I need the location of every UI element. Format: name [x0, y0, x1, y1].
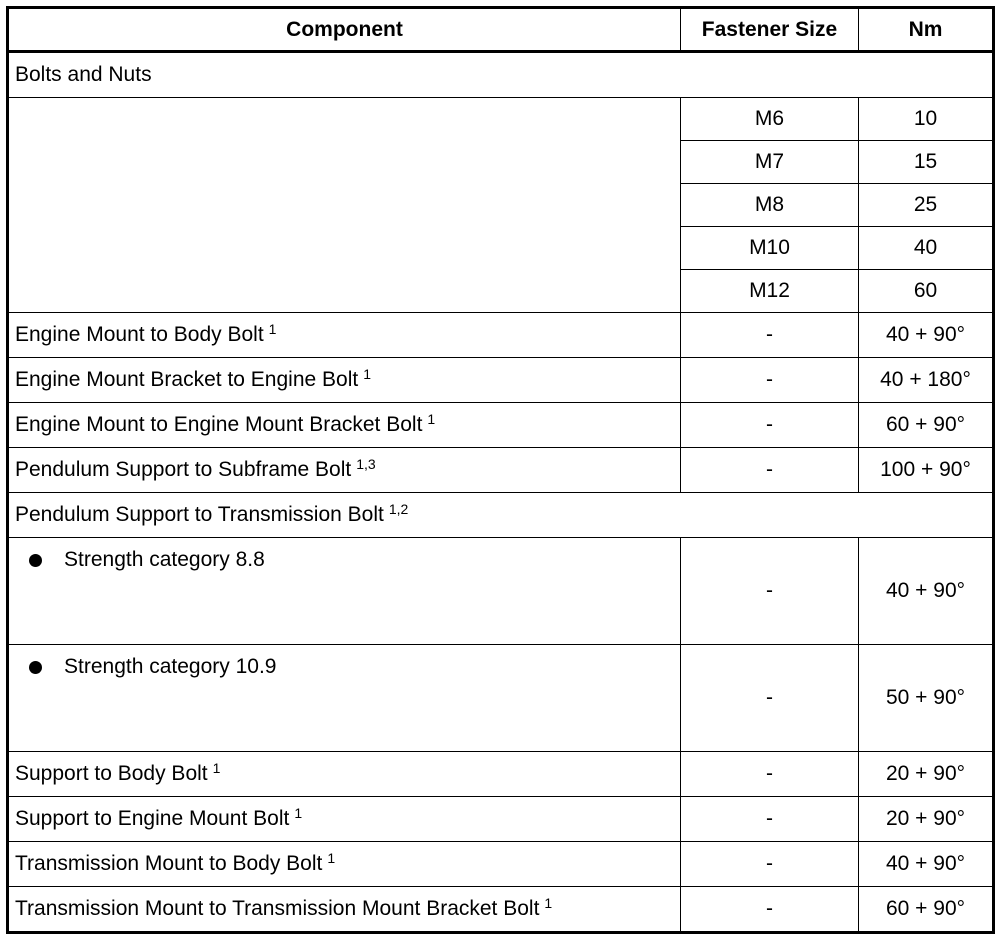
header-fastener-size: Fastener Size: [681, 8, 859, 52]
table-row: [8, 98, 994, 141]
table-row: [8, 842, 994, 887]
component-cell: [8, 645, 681, 752]
component-cell: [8, 313, 681, 358]
component-cell: [8, 752, 681, 797]
torque-value-cell: 50 + 90°: [859, 645, 994, 752]
section-row-bolts-and-nuts: [8, 52, 994, 98]
footnote-ref: 1: [294, 805, 303, 821]
torque-value-cell: 20 + 90°: [859, 752, 994, 797]
footnote-ref: 1,3: [356, 456, 376, 472]
fastener-size-cell: -: [681, 403, 859, 448]
torque-value-cell: 20 + 90°: [859, 797, 994, 842]
torque-value-cell: 60 + 90°: [859, 887, 994, 933]
component-cell: [8, 538, 681, 645]
fastener-size-cell: -: [681, 313, 859, 358]
torque-value-cell: 40 + 90°: [859, 842, 994, 887]
table-row: [8, 645, 994, 752]
fastener-size-cell: M7: [681, 141, 859, 184]
table-row: [8, 538, 994, 645]
bullet-icon: [29, 554, 42, 567]
table-header-row: [8, 8, 994, 52]
torque-value-cell: 40 + 180°: [859, 358, 994, 403]
torque-value-cell: 25: [859, 184, 994, 227]
fastener-size-cell: -: [681, 842, 859, 887]
fastener-size-cell: M6: [681, 98, 859, 141]
fastener-size-cell: -: [681, 645, 859, 752]
table-row: [8, 403, 994, 448]
header-component: Component: [8, 8, 681, 52]
torque-value-cell: 100 + 90°: [859, 448, 994, 493]
component-label: Transmission Mount to Body Bolt: [15, 852, 323, 875]
fastener-size-cell: -: [681, 797, 859, 842]
component-label: Pendulum Support to Transmission Bolt: [15, 503, 384, 526]
footnote-ref: 1: [544, 895, 553, 911]
component-label: Support to Engine Mount Bolt: [15, 807, 290, 830]
section-row-pendulum-transmission: [8, 493, 994, 538]
component-label: Support to Body Bolt: [15, 762, 208, 785]
fastener-size-cell: -: [681, 752, 859, 797]
table-row: [8, 448, 994, 493]
torque-value-cell: 60: [859, 270, 994, 313]
fastener-size-cell: -: [681, 538, 859, 645]
torque-value-cell: 60 + 90°: [859, 403, 994, 448]
component-cell: [8, 358, 681, 403]
component-cell: [8, 403, 681, 448]
section-label-pendulum-transmission: [8, 493, 994, 538]
component-cell: [8, 797, 681, 842]
fastener-size-cell: M10: [681, 227, 859, 270]
torque-value-cell: 40 + 90°: [859, 538, 994, 645]
section-label-bolts-and-nuts: Bolts and Nuts: [8, 52, 994, 98]
component-label: Engine Mount to Engine Mount Bracket Bolt: [15, 413, 423, 436]
table-row: [8, 752, 994, 797]
component-label: Engine Mount Bracket to Engine Bolt: [15, 368, 359, 391]
fastener-size-cell: M12: [681, 270, 859, 313]
table-row: [8, 313, 994, 358]
table-row: [8, 797, 994, 842]
component-cell: [8, 448, 681, 493]
footnote-ref: 1: [327, 850, 336, 866]
bullet-icon: [29, 661, 42, 674]
torque-value-cell: 40: [859, 227, 994, 270]
torque-value-cell: 40 + 90°: [859, 313, 994, 358]
torque-value-cell: 10: [859, 98, 994, 141]
bolts-and-nuts-component-cell: [8, 98, 681, 313]
component-cell: [8, 842, 681, 887]
component-label: Engine Mount to Body Bolt: [15, 323, 264, 346]
fastener-size-cell: -: [681, 358, 859, 403]
component-label: Strength category 8.8: [64, 548, 265, 571]
torque-value-cell: 15: [859, 141, 994, 184]
footnote-ref: 1: [212, 760, 221, 776]
table-row: [8, 358, 994, 403]
torque-spec-table: [6, 6, 995, 934]
component-label: Strength category 10.9: [64, 655, 277, 678]
header-nm: Nm: [859, 8, 994, 52]
fastener-size-cell: -: [681, 887, 859, 933]
footnote-ref: 1: [268, 321, 277, 337]
footnote-ref: 1: [427, 411, 436, 427]
fastener-size-cell: M8: [681, 184, 859, 227]
component-label: Transmission Mount to Transmission Mount Bracket Bolt: [15, 897, 540, 920]
fastener-size-cell: -: [681, 448, 859, 493]
component-label: Pendulum Support to Subframe Bolt: [15, 458, 352, 481]
footnote-ref: 1,2: [388, 501, 409, 517]
footnote-ref: 1: [363, 366, 372, 382]
